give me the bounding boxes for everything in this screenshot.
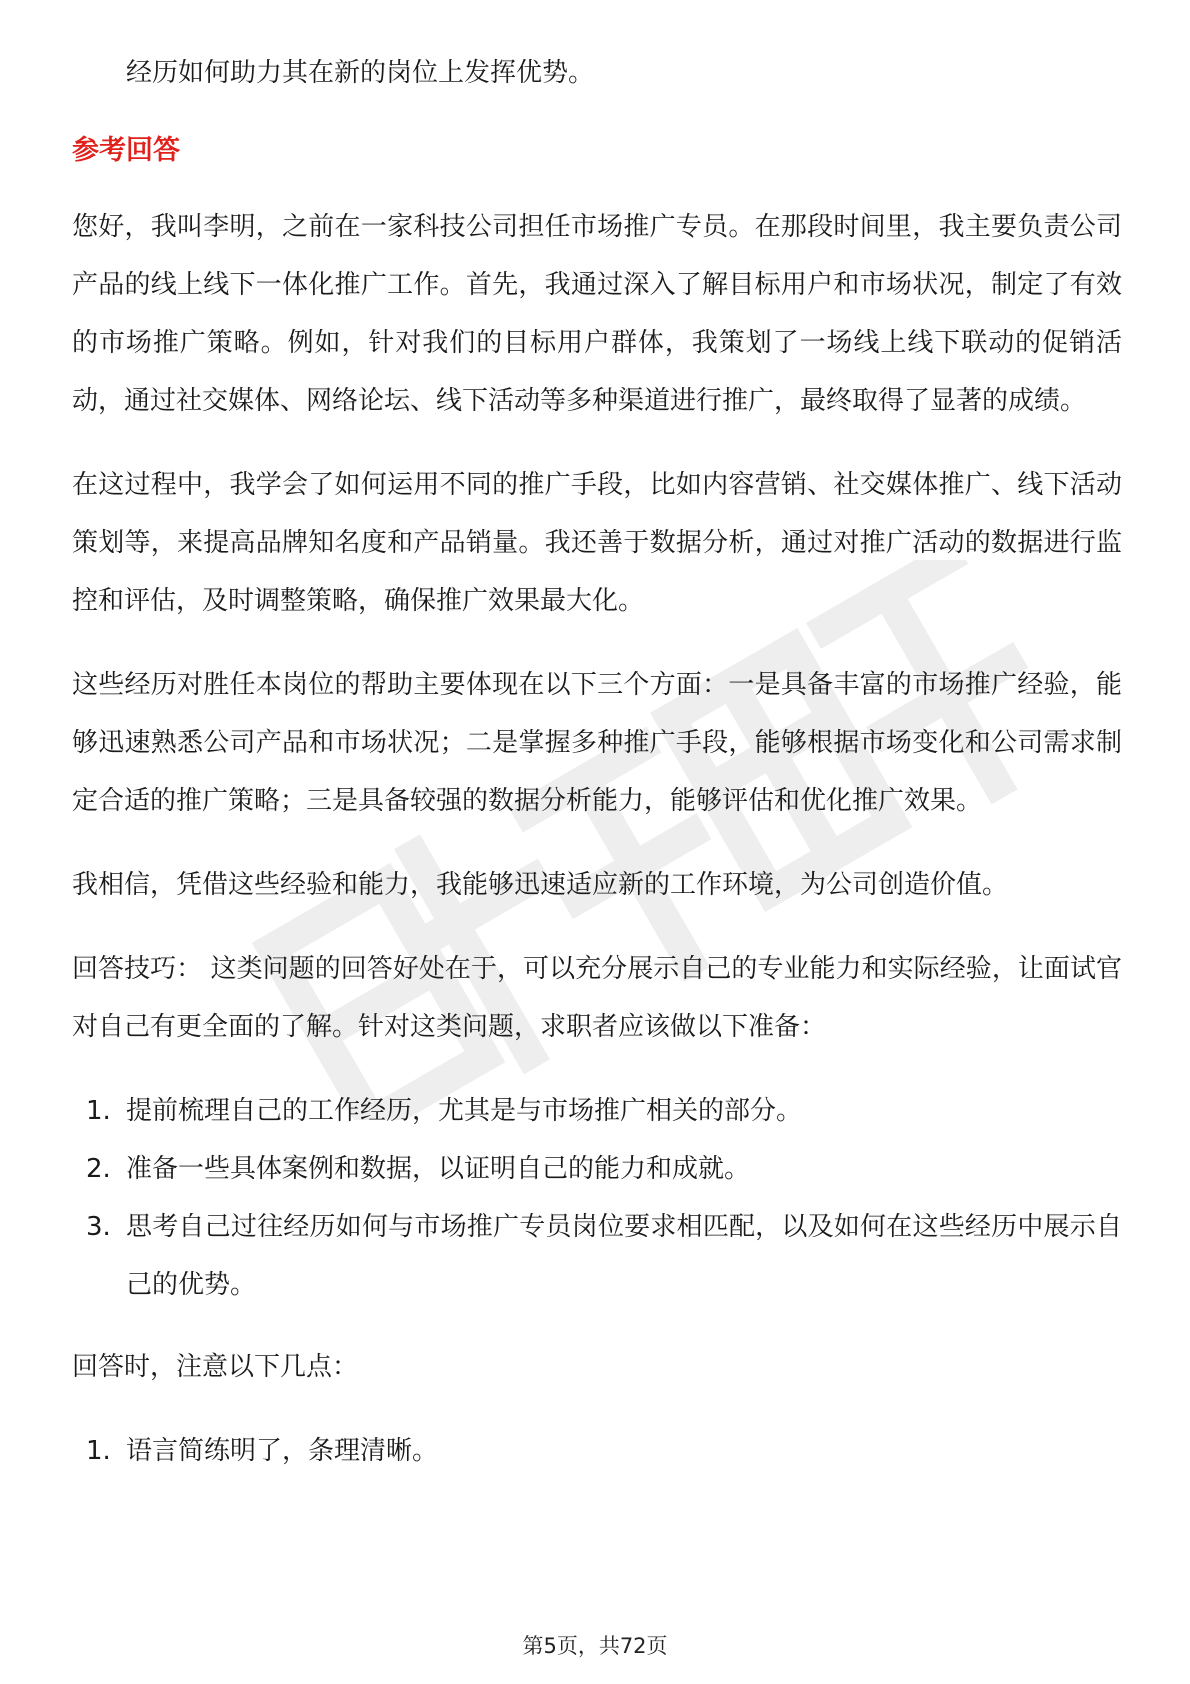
list-item — [72, 1082, 1122, 1140]
list-item-number: 1. — [86, 1436, 111, 1466]
section-heading: 参考回答 — [72, 135, 180, 166]
intro-continuation: 经历如何助力其在新的岗位上发挥优势。 — [126, 58, 595, 88]
answer-paragraph-4: 我相信，凭借这些经验和能力，我能够迅速适应新的工作环境，为公司创造价值。 — [72, 870, 1009, 900]
answer-paragraph-3: 这些经历对胜任本岗位的帮助主要体现在以下三个方面：一是具备丰富的市场推广经验，能够迅速熟悉公司产品和市场状况；二是掌握多种推广手段，能够根据市场变化和公司需求制定合适的推广策略；三是具备较强的数据分析能力，能够评估和优化推广效果。 — [72, 670, 1122, 816]
tips-paragraph: 回答技巧： 这类问题的回答好处在于，可以充分展示自己的专业能力和实际经验，让面试官对自己有更全面的了解。针对这类问题，求职者应该做以下准备： — [72, 954, 1122, 1042]
list-item-number: 1. — [86, 1096, 111, 1126]
prep-steps-list — [72, 1082, 1122, 1314]
list-item-text: 语言简练明了，条理清晰。 — [126, 1436, 439, 1466]
list-item-number: 3. — [86, 1212, 111, 1242]
document-body — [72, 44, 1122, 1504]
list-item — [72, 1140, 1122, 1198]
list-item-text: 提前梳理自己的工作经历，尤其是与市场推广相关的部分。 — [126, 1096, 803, 1126]
answer-paragraph-2: 在这过程中，我学会了如何运用不同的推广手段，比如内容营销、社交媒体推广、线下活动策划等，来提高品牌知名度和产品销量。我还善于数据分析，通过对推广活动的数据进行监控和评估，及时调整策略，确保推广效果最大化。 — [72, 470, 1122, 616]
list-item-text: 准备一些具体案例和数据，以证明自己的能力和成就。 — [126, 1154, 751, 1184]
note-steps-list — [72, 1422, 1122, 1480]
notes-intro: 回答时，注意以下几点： — [72, 1352, 359, 1382]
page-number-footer: 第5页，共72页 — [522, 1634, 668, 1658]
list-item-number: 2. — [86, 1154, 111, 1184]
answer-paragraph-1: 您好，我叫李明，之前在一家科技公司担任市场推广专员。在那段时间里，我主要负责公司产品的线上线下一体化推广工作。首先，我通过深入了解目标用户和市场状况，制定了有效的市场推广策略。例如，针对我们的目标用户群体，我策划了一场线上线下联动的促销活动，通过社交媒体、网络论坛、线下活动等多种渠道进行推广，最终取得了显著的成绩。 — [72, 212, 1122, 416]
list-item-text: 思考自己过往经历如何与市场推广专员岗位要求相匹配，以及如何在这些经历中展示自己的优势。 — [126, 1212, 1122, 1300]
list-item — [72, 1198, 1122, 1314]
list-item — [72, 1422, 1122, 1480]
